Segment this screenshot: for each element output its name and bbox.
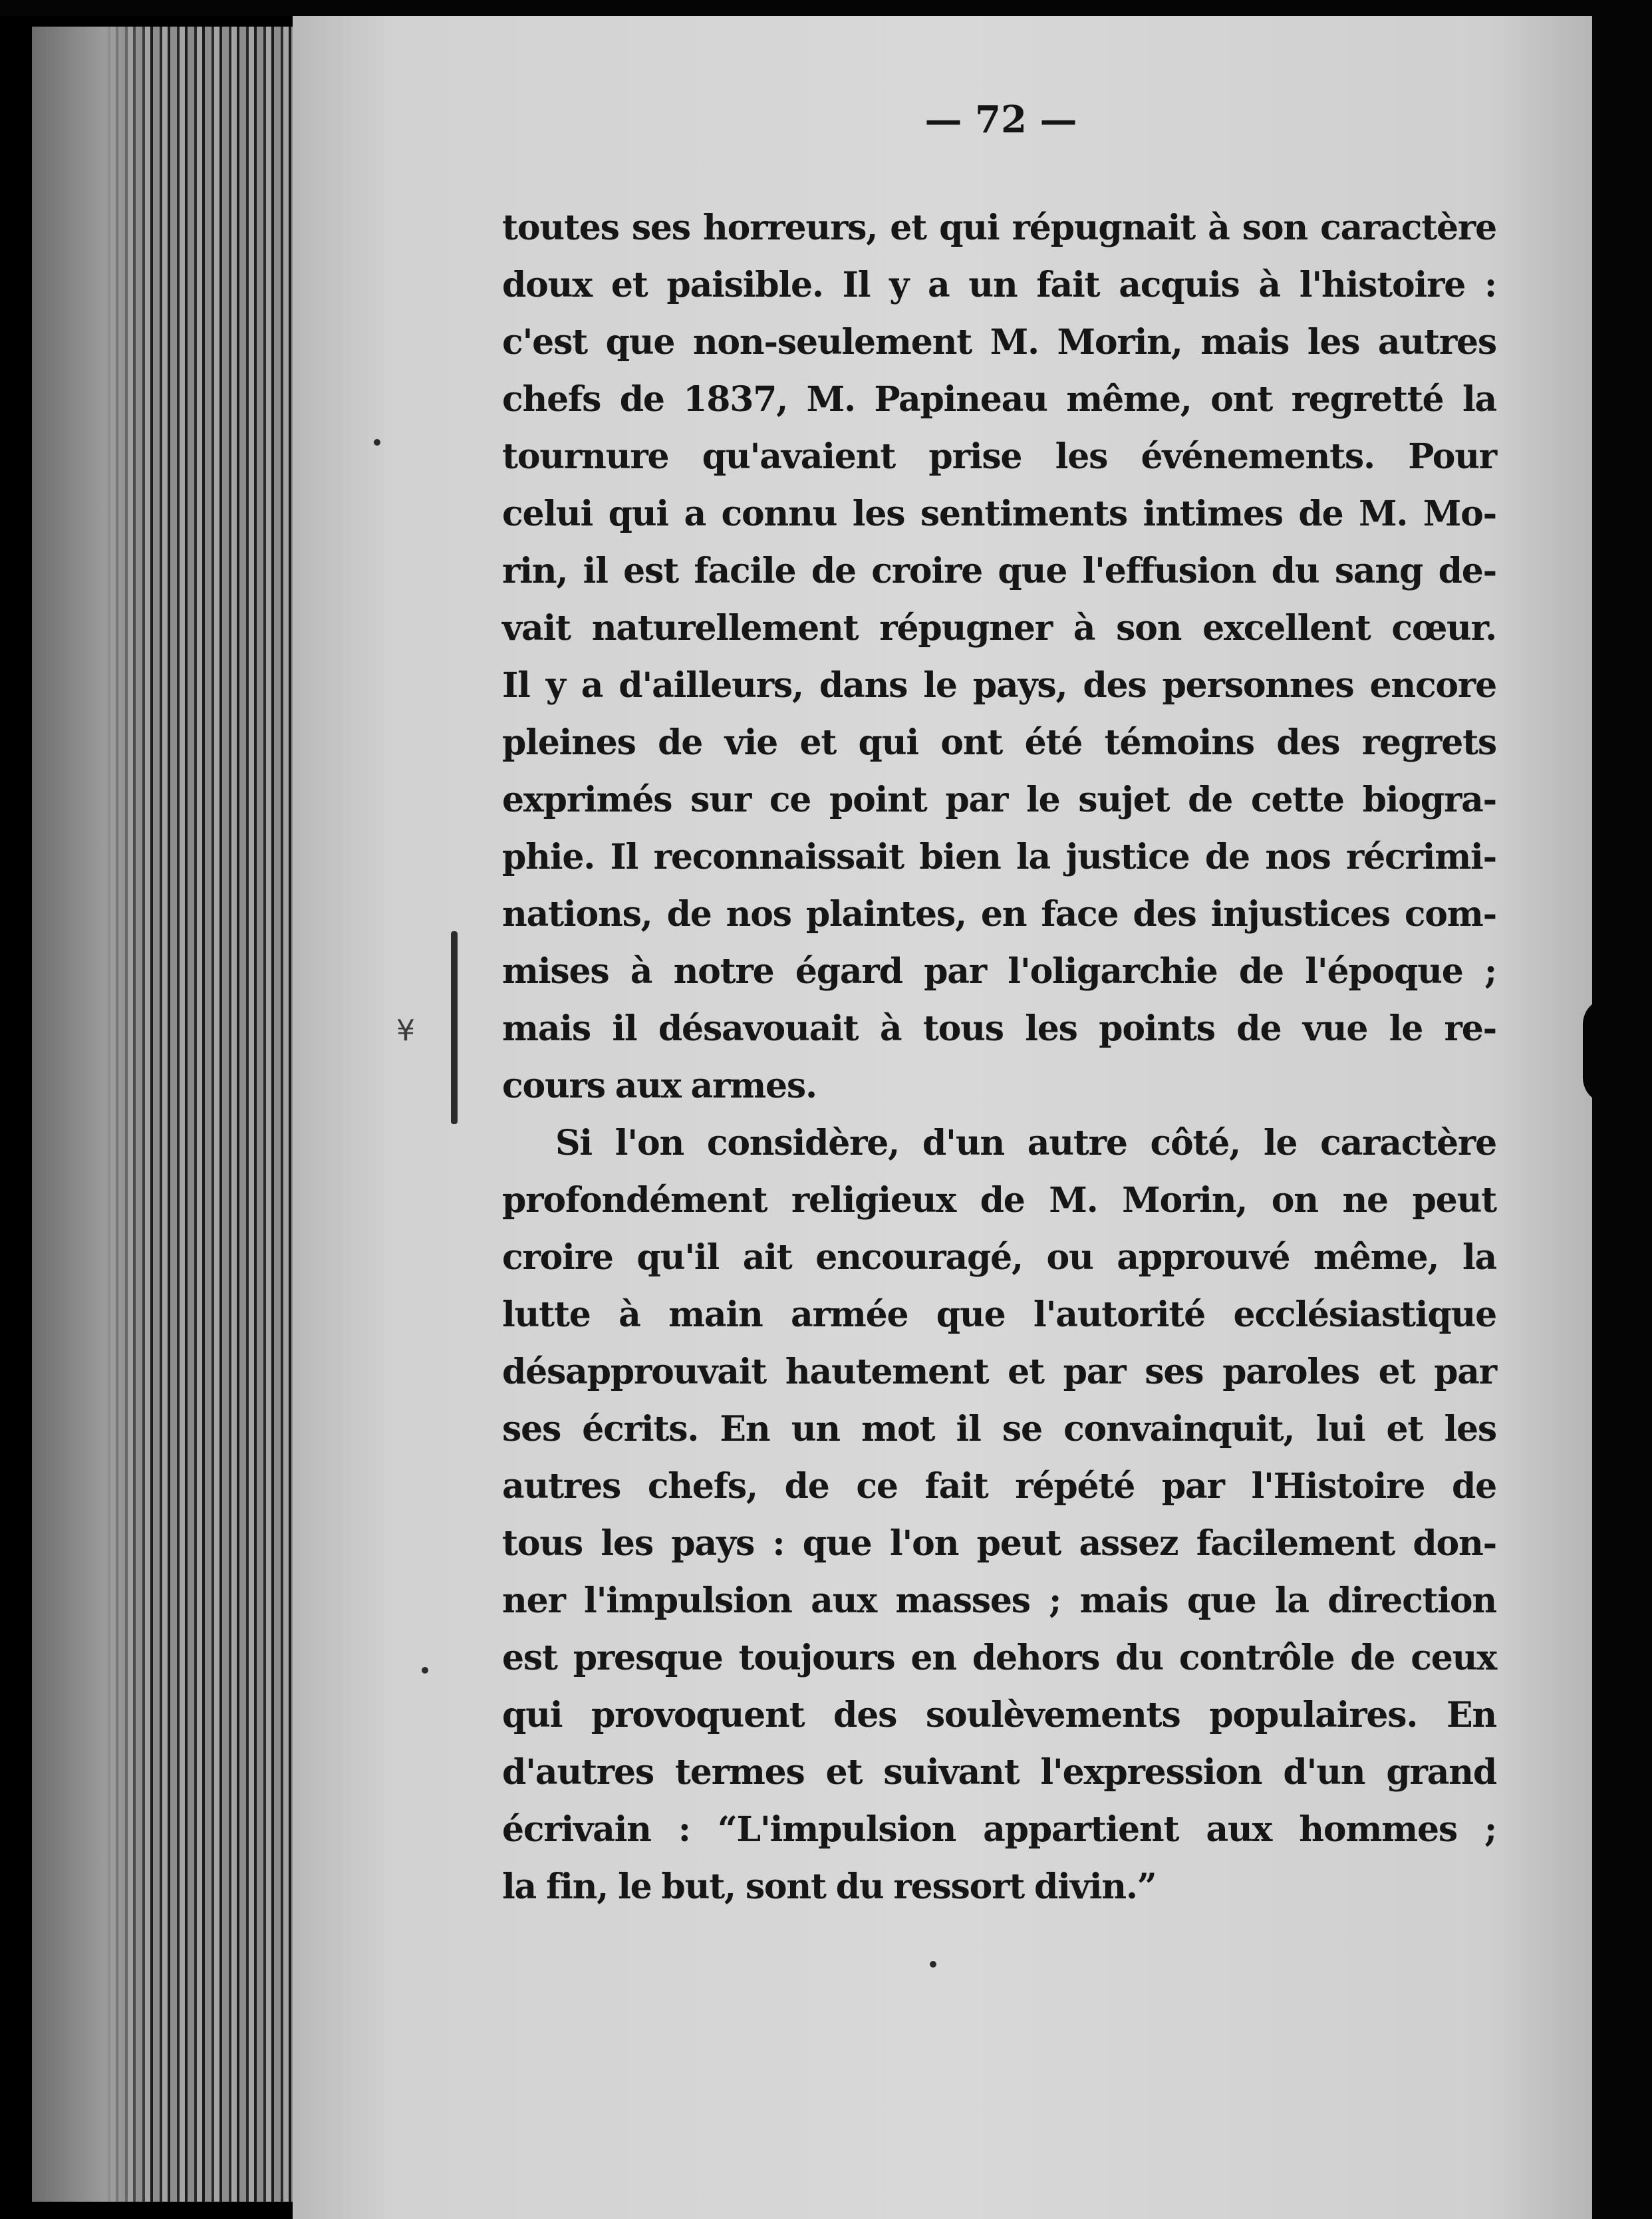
- text-line: tournure qu'avaient prise les événements. Pour: [502, 436, 1496, 477]
- text-line: mais il désavouait à tous les points de vue le re-: [502, 1008, 1496, 1049]
- text-line: ner l'impulsion aux masses ; mais que la direction: [502, 1580, 1496, 1621]
- text-line: autres chefs, de ce fait répété par l'Histoire de: [502, 1466, 1496, 1507]
- text-line: rin, il est facile de croire que l'effusion du sang de-: [502, 551, 1496, 591]
- text-line: exprimés sur ce point par le sujet de cette biogra-: [502, 780, 1496, 820]
- text-line: profondément religieux de M. Morin, on ne peut: [502, 1180, 1496, 1221]
- text-line: lutte à main armée que l'autorité ecclésiastique: [502, 1294, 1496, 1335]
- text-line: d'autres termes et suivant l'expression d'un grand: [502, 1752, 1496, 1793]
- text-line: écrivain : “L'impulsion appartient aux hommes ;: [502, 1809, 1496, 1850]
- text-line: phie. Il reconnaissait bien la justice de nos récrimi-: [502, 837, 1496, 877]
- text-line: croire qu'il ait encouragé, ou approuvé même, la: [502, 1237, 1496, 1278]
- text-line: tous les pays : que l'on peut assez facilement don-: [502, 1523, 1496, 1564]
- text-line: doux et paisible. Il y a un fait acquis à l'histoire :: [502, 265, 1496, 305]
- text-line: mises à notre égard par l'oligarchie de l'époque ;: [502, 951, 1496, 992]
- text-line: vait naturellement répugner à son excellent cœur.: [502, 608, 1496, 649]
- text-line: toutes ses horreurs, et qui répugnait à son caractère: [502, 208, 1496, 248]
- page-stack-shadow: [32, 27, 152, 2202]
- text-line: est presque toujours en dehors du contrôle de ceux: [502, 1638, 1496, 1678]
- text-line: celui qui a connu les sentiments intimes de M. Mo-: [502, 494, 1496, 534]
- text-line: Il y a d'ailleurs, dans le pays, des personnes encore: [502, 665, 1496, 706]
- text-line: pleines de vie et qui ont été témoins des regrets: [502, 722, 1496, 763]
- speck: [374, 439, 380, 446]
- text-line: nations, de nos plaintes, en face des injustices com-: [502, 894, 1496, 935]
- text-line: c'est que non-seulement M. Morin, mais les autres: [502, 322, 1496, 363]
- scan-right-border: [1592, 0, 1652, 2219]
- text-line: désapprouvait hautement et par ses paroles et par: [502, 1352, 1496, 1392]
- margin-pencil-line: [451, 931, 458, 1124]
- speck: [930, 1961, 936, 1968]
- text-line: ses écrits. En un mot il se convainquit, lui et les: [502, 1409, 1496, 1449]
- page-tear: [1583, 998, 1623, 1104]
- margin-pencil-mark: ¥: [396, 1014, 415, 1048]
- page-number: — 72 —: [924, 98, 1077, 142]
- text-line: Si l'on considère, d'un autre côté, le caractère: [555, 1123, 1496, 1163]
- scan-top-border: [0, 0, 1652, 16]
- text-line: cours aux armes.: [502, 1066, 817, 1106]
- text-line: qui provoquent des soulèvements populaires. En: [502, 1695, 1496, 1735]
- text-line: chefs de 1837, M. Papineau même, ont regretté la: [502, 379, 1496, 420]
- speck: [422, 1667, 428, 1674]
- body-text: [502, 200, 1496, 1916]
- text-line: la fin, le but, sont du ressort divin.”: [502, 1866, 1157, 1907]
